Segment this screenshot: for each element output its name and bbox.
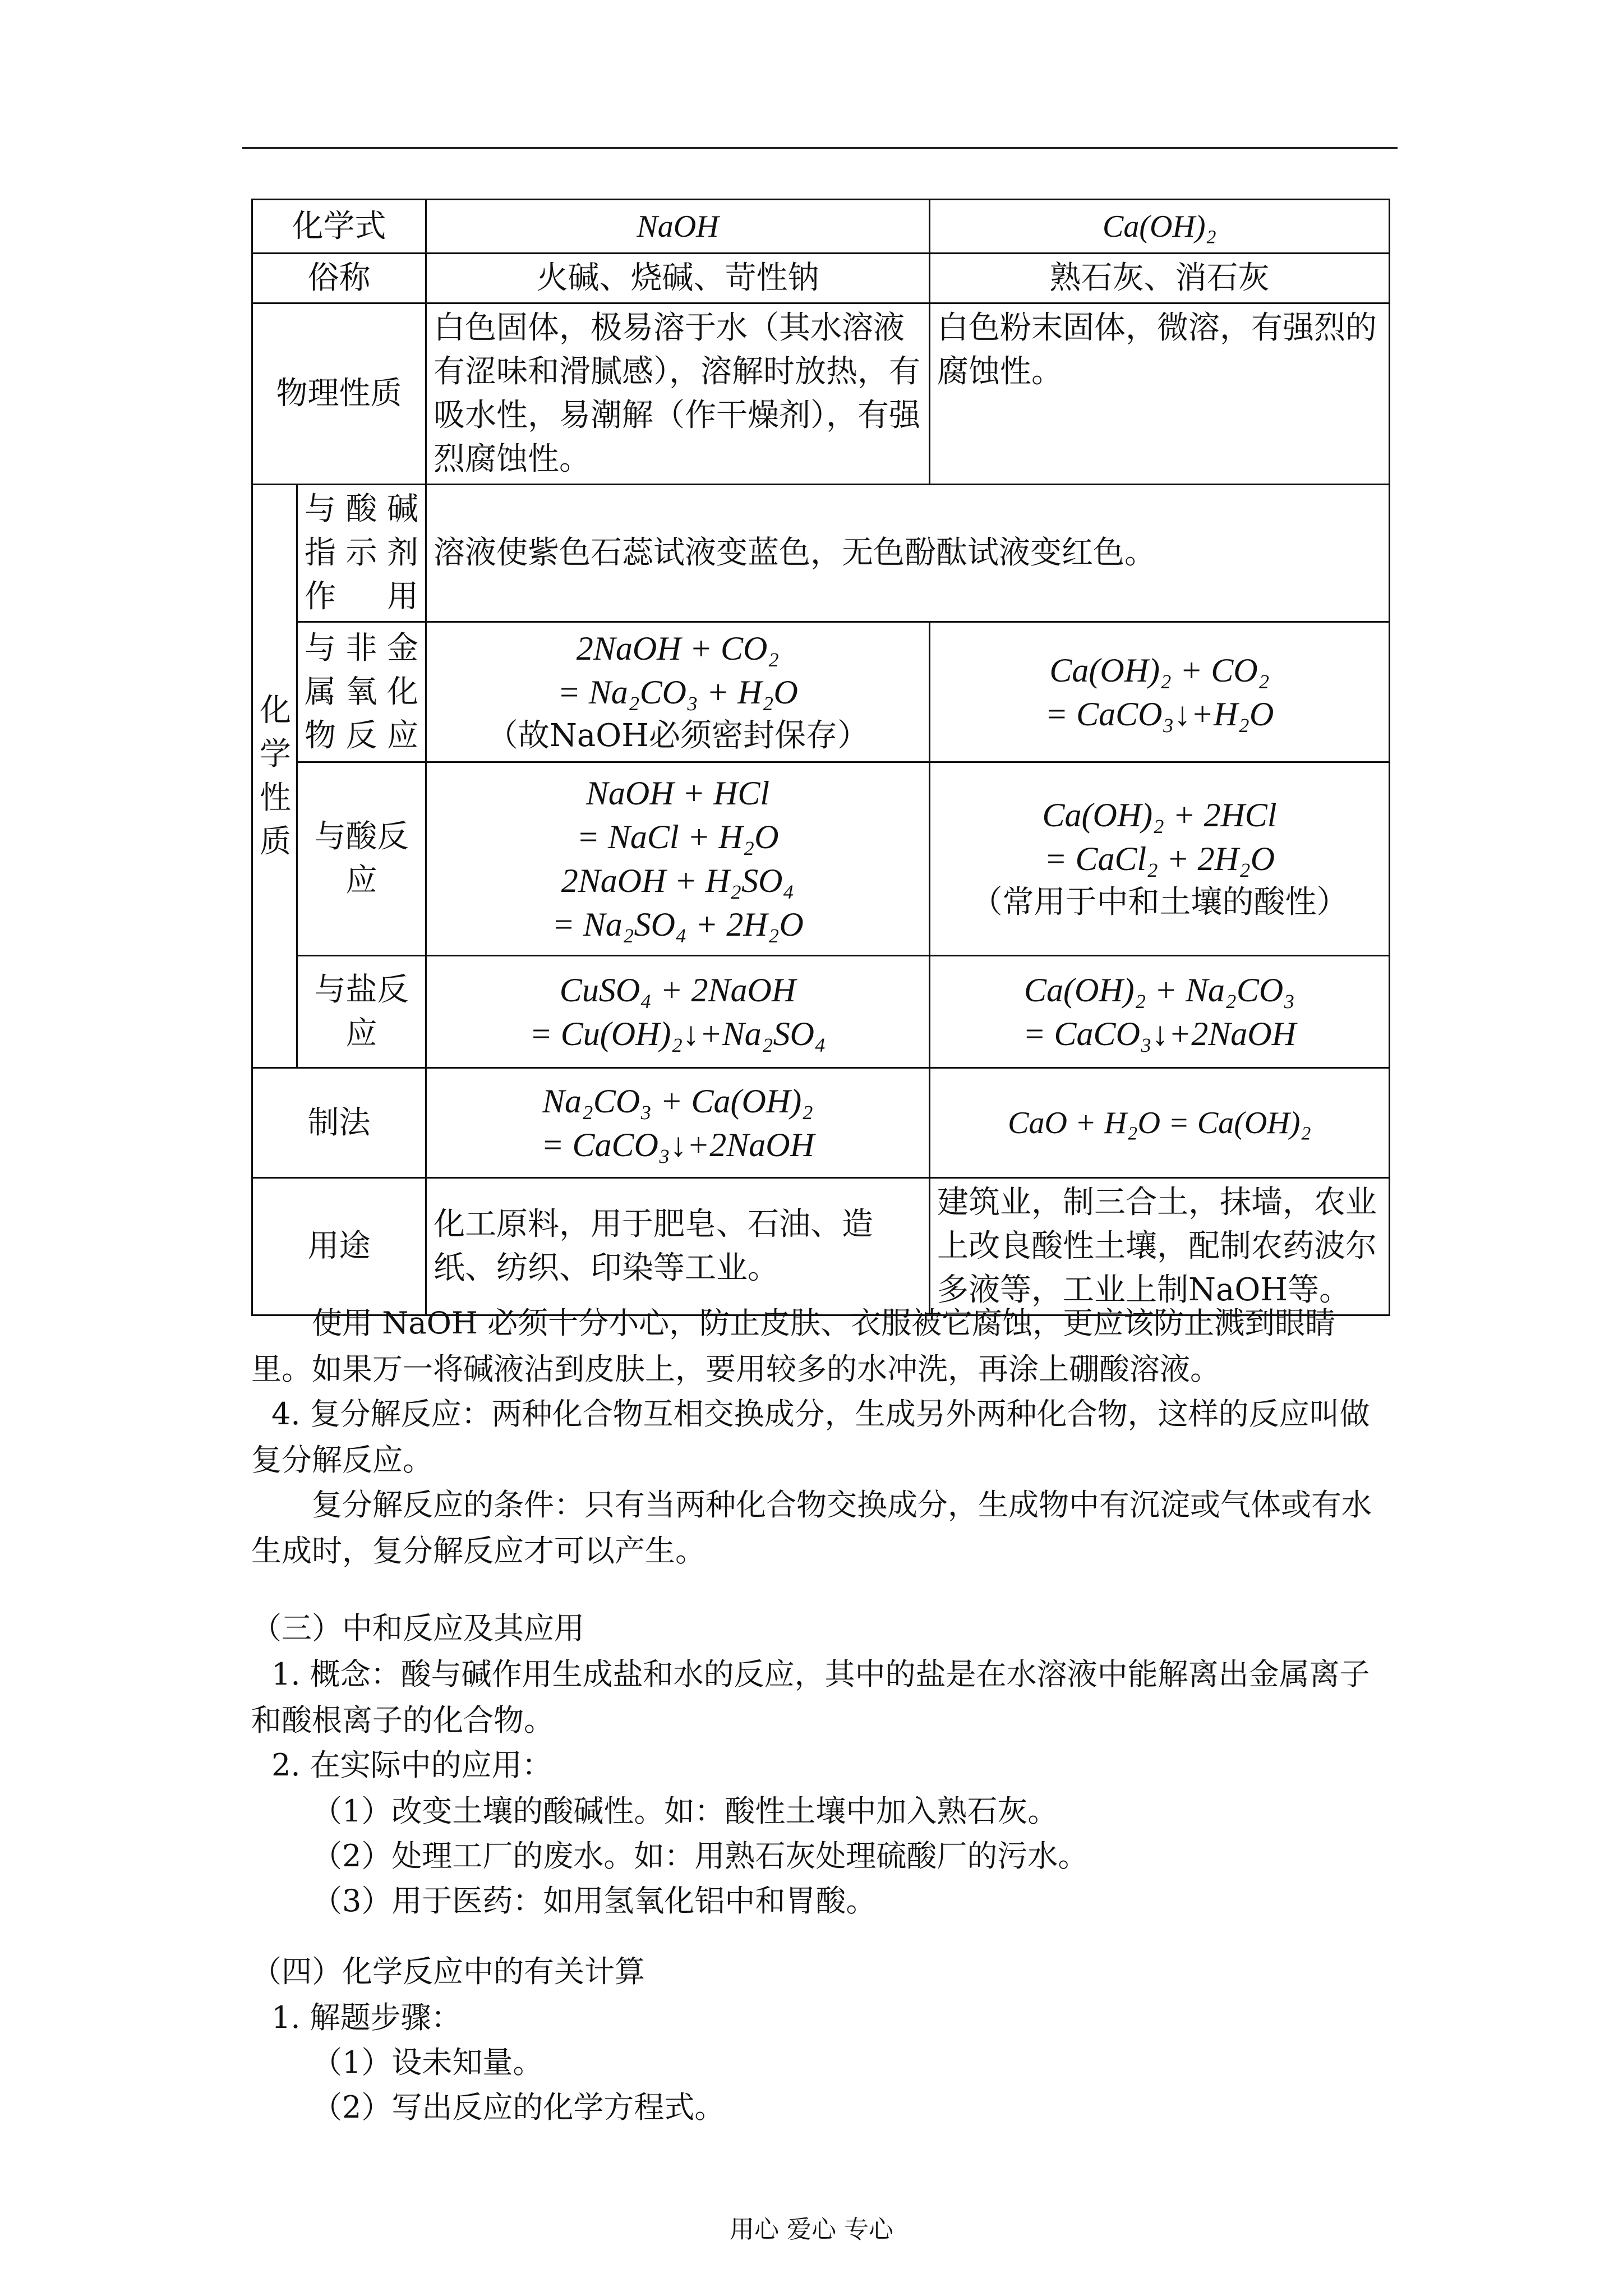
cell bbox=[930, 622, 1390, 762]
equation-line: = Cu(OH)₂↓+Na₂SO₄ bbox=[529, 1015, 826, 1052]
paragraph: 使用 NaOH 必须十分小心，防止皮肤、衣服被它腐蚀，更应该防止溅到眼睛里。如果万一将碱液沾到皮肤上，要用较多的水冲洗，再涂上硼酸溶液。 bbox=[251, 1305, 1336, 1387]
cell: 白色固体，极易溶于水（其水溶液有涩味和滑腻感），溶解时放热，有吸水性，易潮解（作干燥剂），有强烈腐蚀性。 bbox=[426, 303, 930, 485]
row-label: 与酸反应 bbox=[297, 762, 426, 956]
paragraph: 4. 复分解反应：两种化合物互相交换成分，生成另外两种化合物，这样的反应叫做复分解反应。 bbox=[251, 1396, 1370, 1478]
cell: 火碱、烧碱、苛性钠 bbox=[426, 254, 930, 303]
row-label: 俗称 bbox=[252, 254, 426, 303]
list-item: （1）改变土壤的酸碱性。如：酸性土壤中加入熟石灰。 bbox=[312, 1793, 1058, 1829]
row-label: 与非金属氧化物反应 bbox=[297, 622, 426, 762]
row-label: 物理性质 bbox=[252, 303, 426, 485]
vertical-label-char: 质 bbox=[260, 823, 291, 860]
note: （故NaOH必须密封保存） bbox=[486, 717, 869, 754]
vertical-label-char: 化 bbox=[260, 692, 291, 729]
row-label: 用途 bbox=[252, 1178, 426, 1315]
cell: 白色粉末固体，微溶，有强烈的腐蚀性。 bbox=[930, 303, 1390, 485]
vertical-label bbox=[260, 689, 289, 864]
equation-line: 2NaOH + H₂SO₄ bbox=[561, 862, 795, 899]
base-comparison-table bbox=[251, 199, 1390, 1316]
cell: 熟石灰、消石灰 bbox=[930, 254, 1390, 303]
equation-line: = CaCO₃↓+2NaOH bbox=[541, 1126, 814, 1163]
row-label: 制法 bbox=[252, 1068, 426, 1178]
row-label: 与盐反应 bbox=[297, 956, 426, 1068]
vertical-label-char: 学 bbox=[260, 735, 291, 772]
cell bbox=[426, 762, 930, 956]
cell: CaO + H₂O = Ca(OH)₂ bbox=[930, 1068, 1390, 1178]
table-row bbox=[252, 303, 1390, 485]
equation-line: = CaCl₂ + 2H₂O bbox=[1044, 840, 1275, 877]
cell: 溶液使紫色石蕊试液变蓝色，无色酚酞试液变红色。 bbox=[426, 485, 1390, 622]
note: （常用于中和土壤的酸性） bbox=[971, 884, 1348, 921]
table-row bbox=[252, 1068, 1390, 1178]
row-label-chemical bbox=[252, 485, 297, 1068]
equation-line: Ca(OH)₂ + Na₂CO₃ bbox=[1023, 971, 1295, 1009]
equation-line: = NaCl + H₂O bbox=[577, 818, 779, 855]
formula-naoh: NaOH bbox=[426, 200, 930, 254]
table-row bbox=[252, 1178, 1390, 1315]
equation-line: Na₂CO₃ + Ca(OH)₂ bbox=[542, 1082, 814, 1120]
list-item: （2）处理工厂的废水。如：用熟石灰处理硫酸厂的污水。 bbox=[312, 1838, 1089, 1874]
cell bbox=[930, 762, 1390, 956]
equation-line: = CaCO₃↓+2NaOH bbox=[1023, 1015, 1296, 1052]
list-item: （2）写出反应的化学方程式。 bbox=[312, 2090, 725, 2125]
equation-line: CuSO₄ + 2NaOH bbox=[559, 971, 796, 1009]
cell bbox=[930, 956, 1390, 1068]
equation-line: NaOH + HCl bbox=[585, 775, 770, 812]
paragraph: 2. 在实际中的应用： bbox=[271, 1747, 552, 1783]
page-footer: 用心 爱心 专心 bbox=[730, 2215, 893, 2244]
vertical-label-char: 性 bbox=[260, 779, 291, 816]
paragraph: 1. 解题步骤： bbox=[271, 2000, 462, 2035]
row-label: 化学式 bbox=[252, 200, 426, 254]
section-title: （四）化学反应中的有关计算 bbox=[251, 1954, 645, 1989]
table-row bbox=[252, 485, 1390, 622]
equation-line: Ca(OH)₂ + 2HCl bbox=[1042, 797, 1277, 834]
table-row bbox=[252, 762, 1390, 956]
cell bbox=[426, 1068, 930, 1178]
table-row bbox=[252, 956, 1390, 1068]
equation-line: Ca(OH)₂ + CO₂ bbox=[1049, 651, 1270, 689]
cell bbox=[426, 956, 930, 1068]
cell bbox=[426, 622, 930, 762]
table-row bbox=[252, 622, 1390, 762]
table-row bbox=[252, 254, 1390, 303]
section-title: （三）中和反应及其应用 bbox=[251, 1611, 584, 1646]
cell: 化工原料，用于肥皂、石油、造纸、纺织、印染等工业。 bbox=[426, 1178, 930, 1315]
paragraph: 复分解反应的条件：只有当两种化合物交换成分，生成物中有沉淀或气体或有水生成时，复分解反应才可以产生。 bbox=[251, 1487, 1372, 1568]
equation-line: = CaCO₃↓+H₂O bbox=[1045, 695, 1274, 733]
equation-line: = Na₂CO₃ + H₂O bbox=[557, 673, 798, 711]
paragraph: 1. 概念：酸与碱作用生成盐和水的反应，其中的盐是在水溶液中能解离出金属离子和酸根离子的化合物。 bbox=[251, 1657, 1370, 1738]
equation-line: 2NaOH + CO₂ bbox=[576, 629, 780, 667]
cell: 建筑业，制三合土，抹墙，农业上改良酸性土壤，配制农药波尔多液等，工业上制NaOH等。 bbox=[930, 1178, 1390, 1315]
table-row bbox=[252, 200, 1390, 254]
equation-line: = Na₂SO₄ + 2H₂O bbox=[552, 906, 804, 943]
list-item: （3）用于医药：如用氢氧化铝中和胃酸。 bbox=[312, 1883, 877, 1918]
formula-caoh2: Ca(OH)₂ bbox=[930, 200, 1390, 254]
row-label: 与酸碱指示剂作用 bbox=[297, 485, 426, 622]
list-item: （1）设未知量。 bbox=[312, 2045, 543, 2080]
header-rule bbox=[242, 147, 1398, 149]
